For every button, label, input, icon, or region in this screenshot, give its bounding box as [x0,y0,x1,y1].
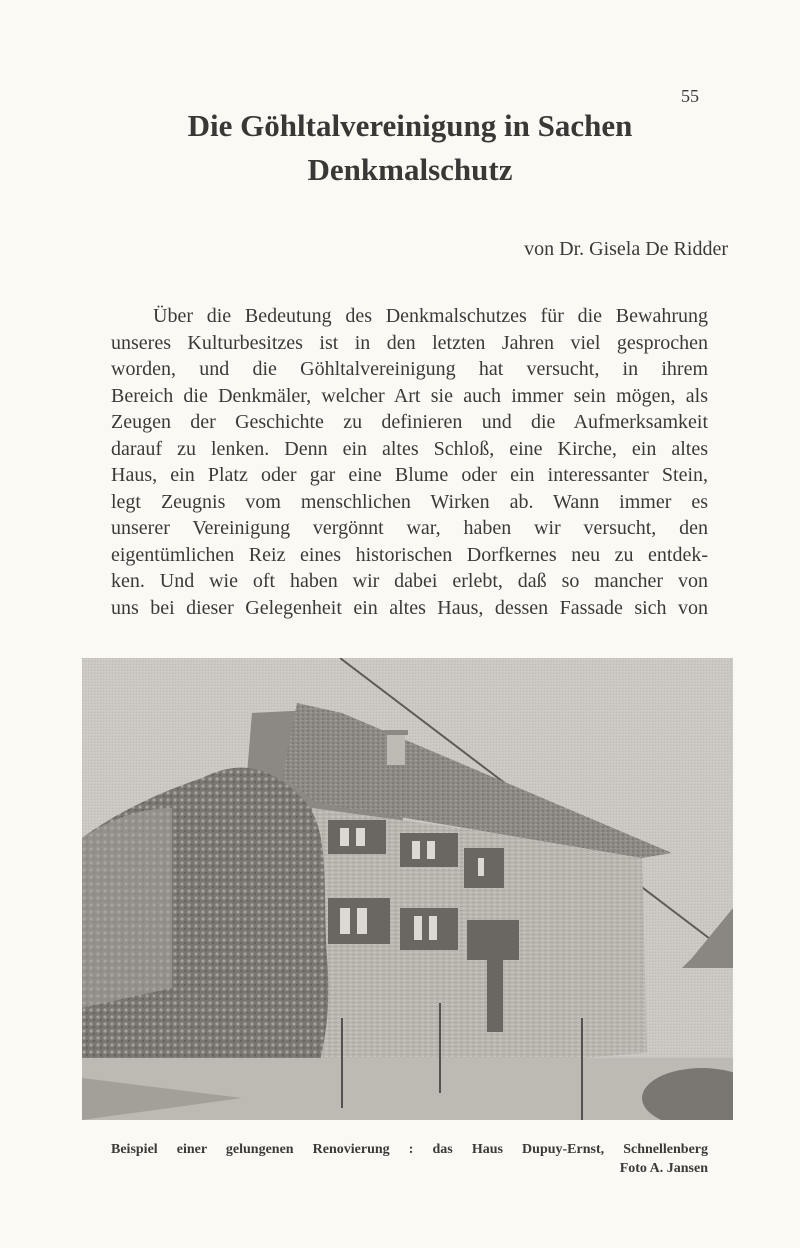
photo-caption [111,1140,708,1178]
paragraph-line: eigentümlichen Reiz eines historischen Dorfkernes neu zu entdek- [111,543,708,566]
paragraph-line: uns bei dieser Gelegenheit ein altes Haus, dessen Fassade sich von [111,596,708,619]
article-paragraph [111,303,708,621]
title-line-1: Die Göhltalvereinigung in Sachen [187,108,633,143]
paragraph-line: Über die Bedeutung des Denkmalschutzes für die Bewahrung [153,305,708,327]
paragraph-line: worden, und die Göhltalvereinigung hat versucht, in ihrem [111,358,708,380]
paragraph-line: unserer Vereinigung vergönnt war, haben wir versucht, den [111,517,708,539]
page-number: 55 [681,86,699,106]
title-line-2: Denkmalschutz [307,152,513,187]
photo-credit: Foto A. Jansen [619,1161,708,1176]
paragraph-line: ken. Und wie oft haben wir dabei erlebt, daß so mancher von [111,570,708,592]
paragraph-line: Haus, ein Platz oder gar eine Blume oder ein interessanter Stein, [111,464,708,486]
paragraph-line: Bereich die Denkmäler, welcher Art sie auch immer sein mögen, als [111,384,708,407]
paragraph-line: legt Zeugnis vom menschlichen Wirken ab. Wann immer es [111,490,708,513]
author-byline: von Dr. Gisela De Ridder [524,238,728,260]
article-title [120,104,700,192]
paragraph-line: unseres Kulturbesitzes ist in den letzten Jahren viel gesprochen [111,331,708,354]
house-photo [82,658,733,1120]
paragraph-line: darauf zu lenken. Denn ein altes Schloß, eine Kirche, ein altes [111,437,708,460]
house-photo-illustration [82,658,733,1120]
caption-text: Beispiel einer gelungenen Renovierung : das Haus Dupuy-Ernst, Schnellenberg [111,1142,708,1157]
paragraph-line: Zeugen der Geschichte zu definieren und die Aufmerksamkeit [111,411,708,433]
